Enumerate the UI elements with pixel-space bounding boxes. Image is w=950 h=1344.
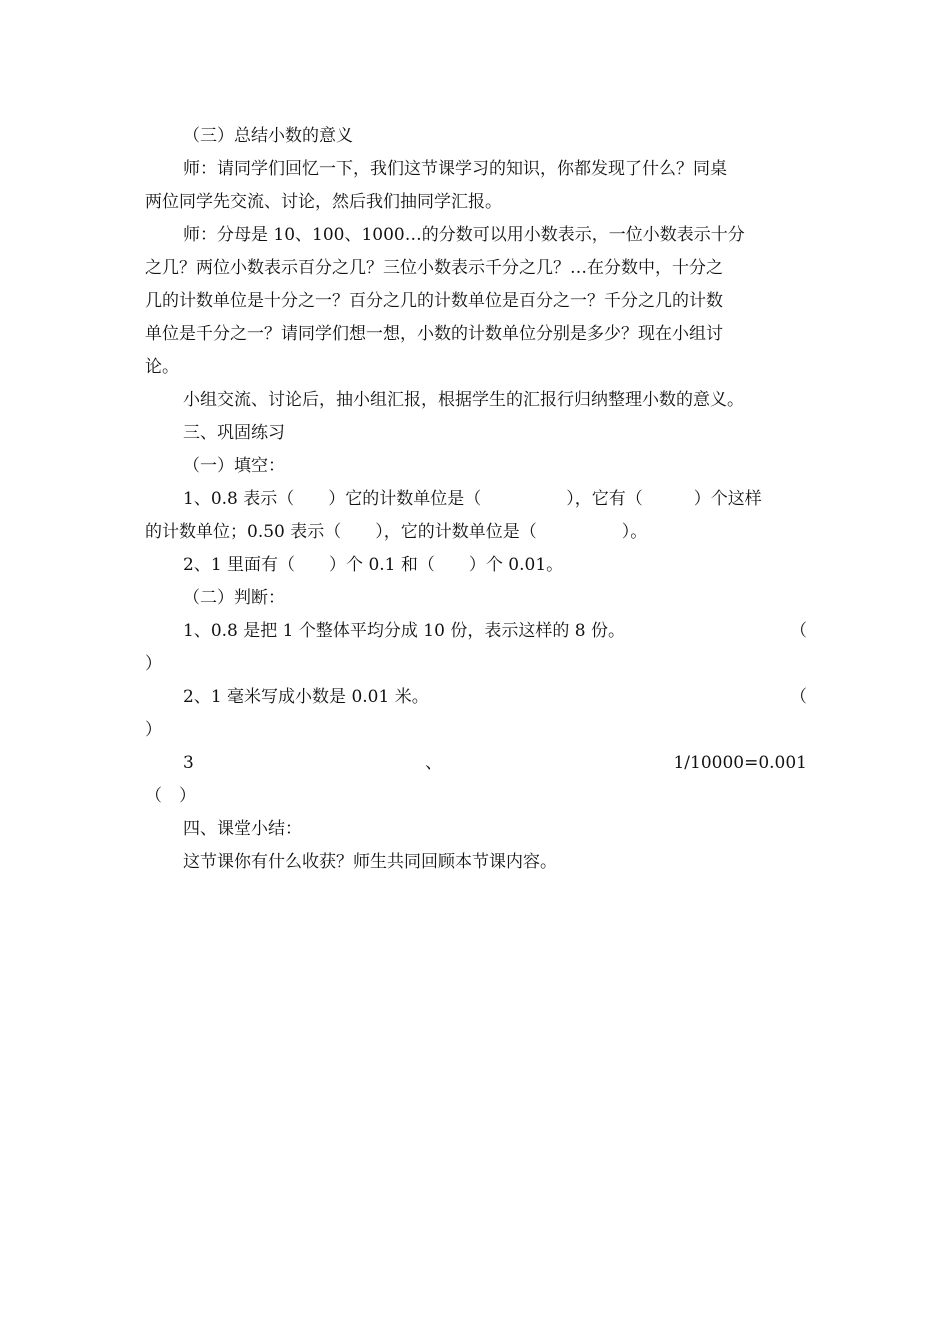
teacher-prompt-2-line-2: 之几？两位小数表示百分之几？三位小数表示千分之几？…在分数中，十分之 bbox=[145, 258, 723, 278]
summary-heading: 四、课堂小结： bbox=[183, 819, 302, 839]
judge-question-3-expression: 1/10000=0.001 bbox=[673, 753, 807, 773]
judge-question-3 bbox=[145, 747, 807, 780]
teacher-prompt-2-line-5: 论。 bbox=[145, 357, 179, 377]
judge-question-1 bbox=[145, 615, 807, 648]
judge-question-1-open-paren: （ bbox=[790, 621, 807, 641]
teacher-prompt-2-line-4: 单位是千分之一？请同学们想一想，小数的计数单位分别是多少？现在小组讨 bbox=[145, 324, 723, 344]
document-body bbox=[145, 120, 807, 879]
judge-heading: （二）判断： bbox=[183, 588, 285, 608]
fill-heading: （一）填空： bbox=[183, 456, 285, 476]
judge-question-2-close-paren: ） bbox=[145, 720, 162, 740]
teacher-prompt-1-line-1: 师：请同学们回忆一下，我们这节课学习的知识，你都发现了什么？同桌 bbox=[183, 159, 727, 179]
judge-question-2-open-paren: （ bbox=[790, 687, 807, 707]
fill-question-1-line-1: 1、0.8 表示（ ）它的计数单位是（ ），它有（ ）个这样 bbox=[183, 489, 762, 509]
judge-question-1-text: 1、0.8 是把 1 个整体平均分成 10 份，表示这样的 8 份。 bbox=[183, 621, 625, 641]
practice-heading: 三、巩固练习 bbox=[183, 423, 285, 443]
summary-text: 这节课你有什么收获？师生共同回顾本节课内容。 bbox=[183, 852, 557, 872]
judge-question-2 bbox=[145, 681, 807, 714]
teacher-prompt-2-line-1: 师：分母是 10、100、1000…的分数可以用小数表示，一位小数表示十分 bbox=[183, 225, 745, 245]
section-summary-heading: （三）总结小数的意义 bbox=[183, 126, 353, 146]
teacher-prompt-1-line-2: 两位同学先交流、讨论，然后我们抽同学汇报。 bbox=[145, 192, 502, 212]
judge-question-3-paren: （ ） bbox=[145, 786, 196, 806]
judge-question-2-text: 2、1 毫米写成小数是 0.01 米。 bbox=[183, 687, 429, 707]
judge-question-3-separator: 、 bbox=[425, 753, 443, 773]
judge-question-1-close-paren: ） bbox=[145, 654, 162, 674]
judge-question-3-number: 3 bbox=[183, 753, 194, 773]
fill-question-1-line-2: 的计数单位；0.50 表示（ ），它的计数单位是（ ）。 bbox=[145, 522, 648, 542]
fill-question-2: 2、1 里面有（ ）个 0.1 和（ ）个 0.01。 bbox=[183, 555, 564, 575]
teacher-prompt-2-line-3: 几的计数单位是十分之一？百分之几的计数单位是百分之一？千分之几的计数 bbox=[145, 291, 723, 311]
group-report-text: 小组交流、讨论后，抽小组汇报，根据学生的汇报行归纳整理小数的意义。 bbox=[183, 390, 744, 410]
